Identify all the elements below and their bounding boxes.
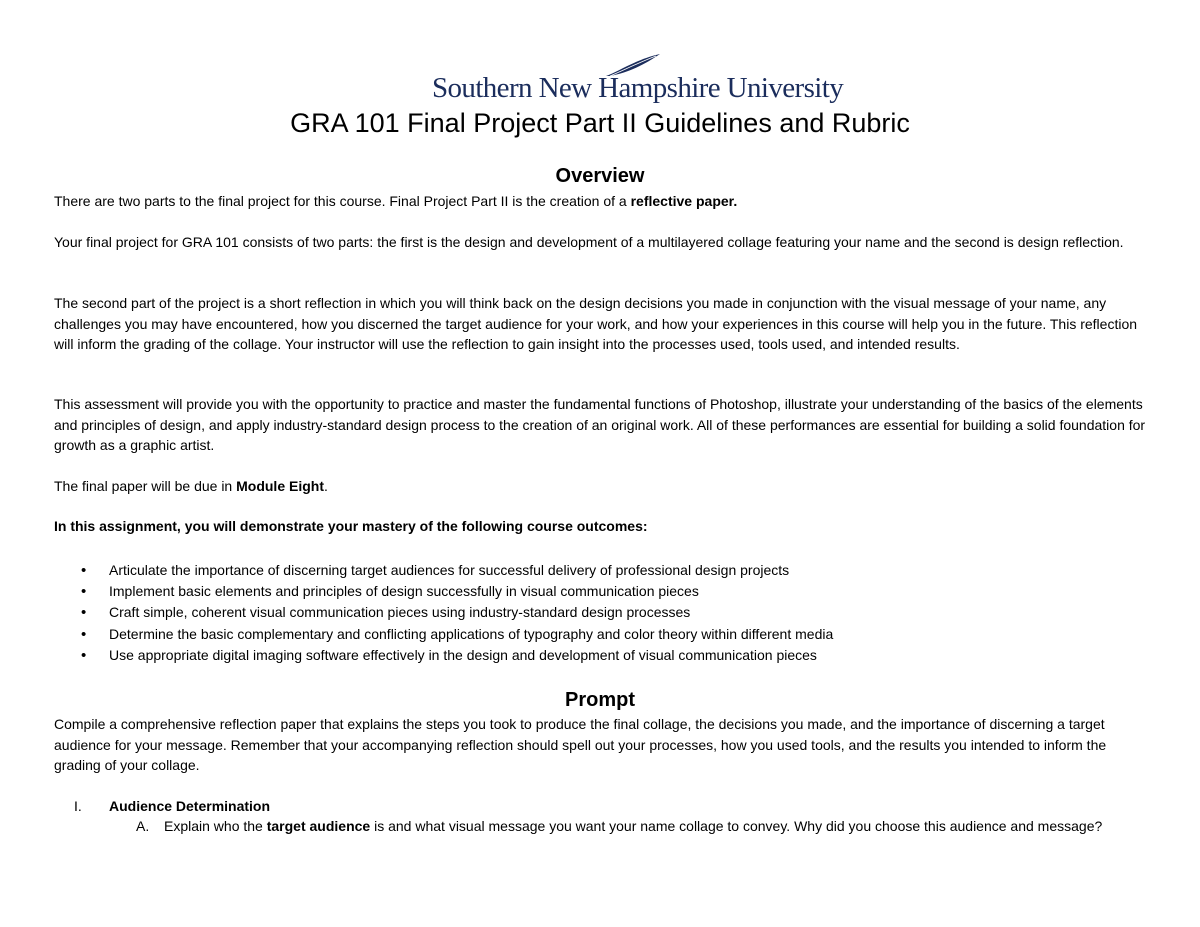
item-text: Explain who the target audience is and what visual message you want your name collage to convey. Why did you choose this audience and message?: [164, 818, 1103, 834]
section-title: Audience Determination: [109, 798, 271, 814]
overview-paragraph-3: The second part of the project is a short reflection in which you will think back on the design decisions you made in conjunction with the visual message of your name, any challenges you may have encountered, how you discerned the target audience for your work, and how your experiences in this course will help you in the future. This reflection will inform the grading of the collage. Your instructor will use the reflection to gain insight into the processes used, tools used, and intended results.: [54, 295, 1138, 353]
due-date-paragraph: The final paper will be due in Module Eight.: [54, 478, 328, 494]
item-letter: A.: [136, 818, 150, 834]
course-outcomes-list: [54, 560, 1154, 666]
overview-paragraph-1: There are two parts to the final project for this course. Final Project Part II is the creation of a reflective paper.: [54, 193, 738, 209]
overview-paragraph-2: Your final project for GRA 101 consists of two parts: the first is the design and development of a multilayered collage featuring your name and the second is design reflection.: [54, 234, 1124, 250]
list-item: • Craft simple, coherent visual communication pieces using industry-standard design processes: [54, 602, 1154, 623]
bullet-icon: •: [81, 604, 87, 622]
list-item: • Implement basic elements and principles of design successfully in visual communication pieces: [54, 581, 1154, 602]
outcomes-intro: In this assignment, you will demonstrate your mastery of the following course outcomes:: [54, 518, 648, 534]
section-number: I.: [74, 798, 82, 814]
reflective-paper-emphasis: reflective paper: [630, 193, 734, 209]
prompt-heading: Prompt: [565, 689, 635, 711]
bullet-icon: •: [81, 646, 87, 664]
module-eight-emphasis: Module Eight: [236, 478, 324, 494]
bullet-icon: •: [81, 583, 87, 601]
list-item: • Articulate the importance of discerning target audiences for successful delivery of professional design projects: [54, 560, 1154, 581]
prompt-paragraph: Compile a comprehensive reflection paper that explains the steps you took to produce the final collage, the decisions you made, and the importance of discerning a target audience for your message. Remember that your accompanying reflection should spell out your processes, how you used tools, and the results you intended to inform the grading of your collage.: [54, 716, 1107, 774]
logo-wordmark: Southern New Hampshire University: [432, 72, 844, 104]
bullet-icon: •: [81, 625, 87, 643]
overview-heading: Overview: [555, 165, 645, 187]
bullet-icon: •: [81, 562, 87, 579]
target-audience-emphasis: target audience: [266, 818, 371, 834]
university-logo: [432, 52, 844, 104]
list-item: • Use appropriate digital imaging software effectively in the design and development of visual communication pieces: [54, 645, 1154, 666]
document-title: GRA 101 Final Project Part II Guidelines and Rubric: [290, 108, 910, 138]
list-item: • Determine the basic complementary and conflicting applications of typography and color theory within different media: [54, 624, 1154, 645]
overview-paragraph-4: This assessment will provide you with the opportunity to practice and master the fundamental functions of Photoshop, illustrate your understanding of the basics of the elements and principles of design, and apply industry-standard design process to the creation of an original work. All of these performances are essential for building a solid foundation for growth as a graphic artist.: [54, 396, 1146, 454]
